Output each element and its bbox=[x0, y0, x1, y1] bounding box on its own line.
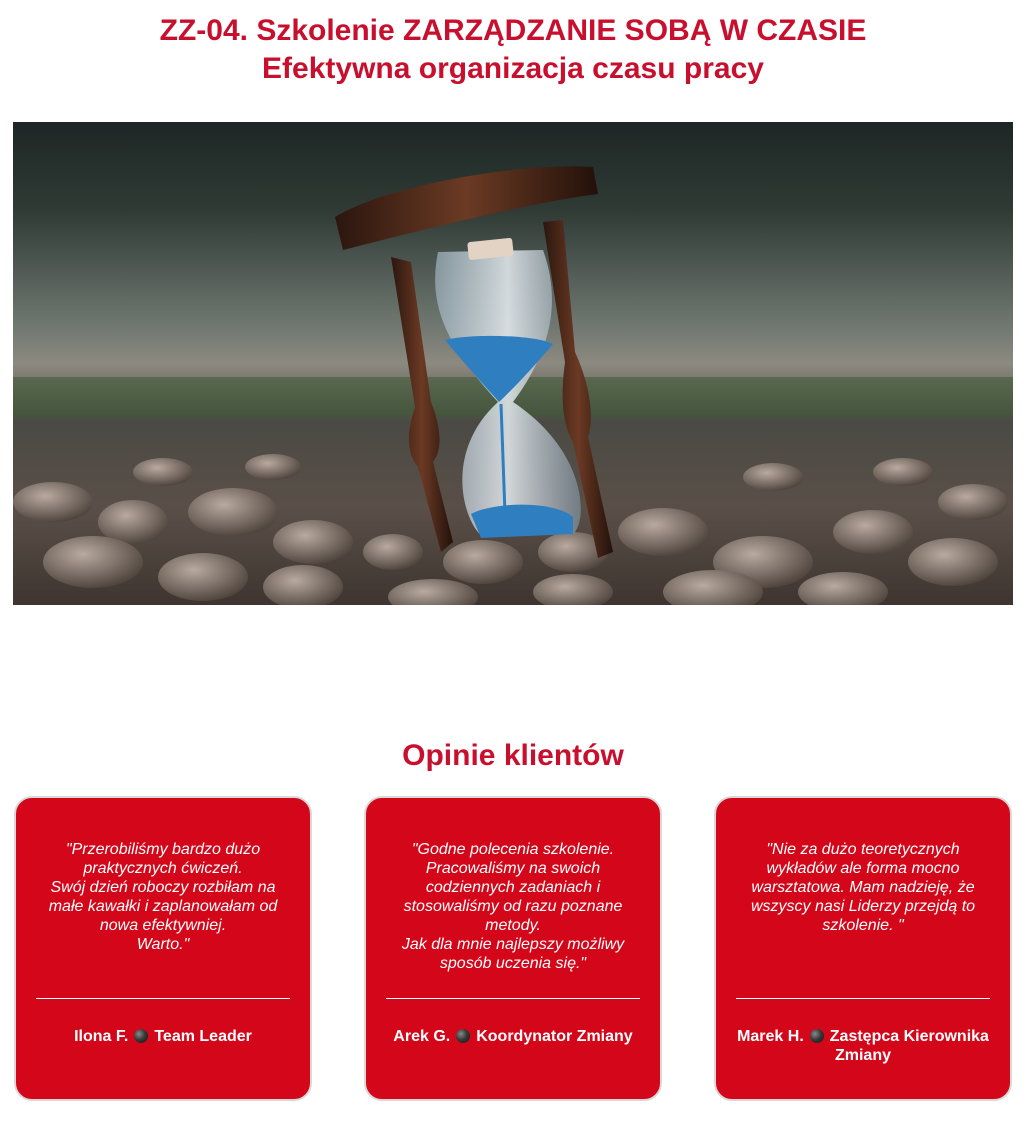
author-role: Zastępca Kierownika Zmiany bbox=[829, 1028, 989, 1064]
testimonial-author bbox=[34, 1027, 292, 1046]
page-title-line2: Efektywna organizacja czasu pracy bbox=[262, 52, 764, 85]
testimonial-author bbox=[384, 1027, 642, 1046]
testimonial-author bbox=[734, 1027, 992, 1065]
bullet-dot-icon bbox=[134, 1029, 148, 1043]
page-title bbox=[0, 12, 1026, 88]
card-divider bbox=[736, 998, 990, 999]
testimonial-quote: "Przerobiliśmy bardzo dużo praktycznych ćwiczeń. Swój dzień roboczy rozbiłam na małe kawałki i zaplanowałam od nowa efektywniej. Warto." bbox=[48, 841, 278, 953]
author-role: Team Leader bbox=[154, 1028, 252, 1045]
testimonial-quote: "Godne polecenia szkolenie. Pracowaliśmy na swoich codziennych zadaniach i stosowaliśmy od razu poznane metody. Jak dla mnie najlepszy możliwy sposób uczenia się." bbox=[401, 841, 625, 972]
author-role: Koordynator Zmiany bbox=[476, 1028, 633, 1045]
page-title-line1: ZZ-04. Szkolenie ZARZĄDZANIE SOBĄ W CZASIE bbox=[159, 14, 867, 47]
author-name: Marek H. bbox=[737, 1028, 804, 1045]
bullet-dot-icon bbox=[810, 1029, 824, 1043]
hero-image bbox=[13, 122, 1013, 605]
author-name: Ilona F. bbox=[74, 1028, 129, 1045]
testimonial-card bbox=[364, 796, 662, 1101]
card-divider bbox=[386, 998, 640, 999]
bullet-dot-icon bbox=[456, 1029, 470, 1043]
card-divider bbox=[36, 998, 290, 999]
testimonial-card bbox=[714, 796, 1012, 1101]
testimonials-heading: Opinie klientów bbox=[402, 739, 624, 772]
testimonial-quote: "Nie za dużo teoretycznych wykładów ale forma mocno warsztatowa. Mam nadzieję, że wszyscy nasi Liderzy przejdą to szkolenie. " bbox=[750, 841, 976, 934]
author-name: Arek G. bbox=[393, 1028, 451, 1045]
hourglass-photo-icon bbox=[13, 122, 1013, 605]
testimonial-card bbox=[14, 796, 312, 1101]
